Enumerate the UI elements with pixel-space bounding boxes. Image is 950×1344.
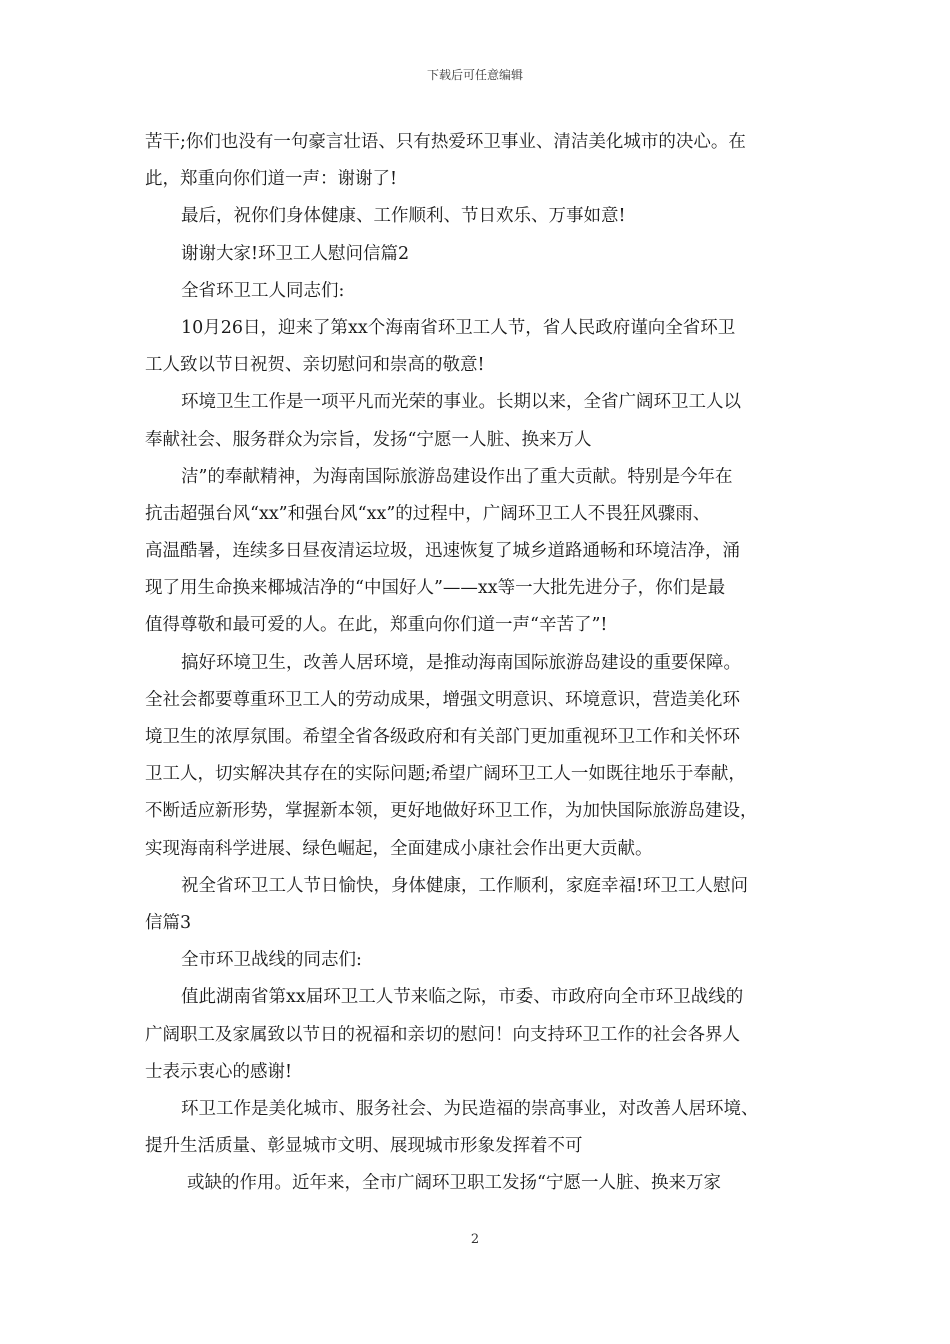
text-line: 环境卫生工作是一项平凡而光荣的事业。长期以来，全省广阔环卫工人以 (181, 392, 741, 413)
document-body (145, 124, 810, 1202)
text-line: 10月26日，迎来了第xx个海南省环卫工人节，省人民政府谨向全省环卫 (181, 317, 736, 338)
text-line: 境卫生的浓厚氛围。希望全省各级政府和有关部门更加重视环卫工作和关怀环 (145, 727, 740, 747)
text-line: 实现海南科学进展、绿色崛起，全面建成小康社会作出更大贡献。 (145, 838, 653, 859)
text-line: 提升生活质量、彰显城市文明、展现城市形象发挥着不可 (145, 1136, 583, 1157)
text-line: 环卫工作是美化城市、服务社会、为民造福的崇高事业，对改善人居环境、 (181, 1098, 759, 1119)
text-line: 抗击超强台风“xx”和强台风“xx”的过程中，广阔环卫工人不畏狂风骤雨、 (145, 503, 711, 524)
text-line: 祝全省环卫工人节日愉快，身体健康，工作顺利，家庭幸福!环卫工人慰问 (181, 875, 749, 896)
text-line: 谢谢大家!环卫工人慰问信篇2 (181, 243, 410, 264)
text-line: 现了用生命换来椰城洁净的“中国好人”——xx等一大批先进分子，你们是最 (145, 578, 726, 599)
page-number: 2 (470, 1232, 480, 1247)
text-line: 或缺的作用。近年来，全市广阔环卫职工发扬“宁愿一人脏、换来万家 (187, 1173, 721, 1194)
text-line: 此，郑重向你们道一声：谢谢了! (145, 169, 398, 190)
text-line: 不断适应新形势，掌握新本领，更好地做好环卫工作，为加快国际旅游岛建设， (145, 801, 758, 822)
text-line: 信篇3 (145, 912, 192, 933)
text-line: 全市环卫战线的同志们: (181, 950, 362, 971)
text-line: 最后，祝你们身体健康、工作顺利、节日欢乐、万事如意! (181, 206, 626, 227)
page-header-note: 下载后可任意编辑 (426, 68, 523, 82)
text-line: 全省环卫工人同志们: (181, 280, 345, 301)
text-line: 值此湖南省第xx届环卫工人节来临之际，市委、市政府向全市环卫战线的 (181, 987, 744, 1008)
text-line: 值得尊敬和最可爱的人。在此，郑重向你们道一声“辛苦了”! (145, 615, 608, 636)
text-line: 广阔职工及家属致以节日的祝福和亲切的慰问！向支持环卫工作的社会各界人 (145, 1024, 740, 1045)
text-line: 洁”的奉献精神，为海南国际旅游岛建设作出了重大贡献。特别是今年在 (181, 466, 733, 487)
text-line: 奉献社会、服务群众为宗旨，发扬“宁愿一人脏、换来万人 (145, 429, 592, 450)
text-line: 高温酷暑，连续多日昼夜清运垃圾，迅速恢复了城乡道路通畅和环境洁净，涌 (145, 541, 740, 562)
text-line: 工人致以节日祝贺、亲切慰问和崇高的敬意! (145, 355, 485, 376)
text-line: 搞好环境卫生，改善人居环境，是推动海南国际旅游岛建设的重要保障。 (181, 652, 741, 673)
text-line: 全社会都要尊重环卫工人的劳动成果，增强文明意识、环境意识，营造美化环 (145, 689, 740, 710)
text-line: 卫工人，切实解决其存在的实际问题;希望广阔环卫工人一如既往地乐于奉献， (145, 764, 746, 785)
text-line: 苦干;你们也没有一句豪言壮语、只有热爱环卫事业、清洁美化城市的决心。在 (145, 132, 746, 152)
text-line: 士表示衷心的感谢! (145, 1061, 293, 1082)
